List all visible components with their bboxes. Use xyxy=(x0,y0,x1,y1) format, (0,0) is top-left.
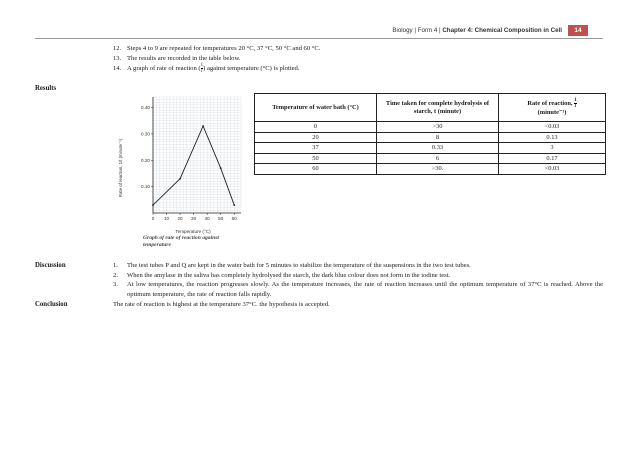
table-row: 0 >30 <0.03 xyxy=(255,122,606,133)
header-subject: Biology xyxy=(392,27,413,34)
results-table xyxy=(254,93,606,175)
y-tick-label: 0.20 xyxy=(141,157,150,163)
table-header-row xyxy=(255,94,606,122)
step-item: 12. Steps 4 to 9 are repeated for temperatures 20 °C, 37 °C, 50 °C and 60 °C. xyxy=(113,45,321,52)
x-tick-label: 30 xyxy=(191,216,197,221)
fraction-one-over-t: $\frac{1}{t}$ xyxy=(200,63,204,75)
results-label: Results xyxy=(35,85,57,92)
header-chapter: Chapter 4: Chemical Composition in Cell xyxy=(442,27,562,34)
data-point xyxy=(233,204,235,206)
table-row: 50 6 0.17 xyxy=(255,153,606,164)
page-number: 14 xyxy=(568,25,588,36)
discussion-label: Discussion xyxy=(35,262,66,269)
table-row: 20 8 0.13 xyxy=(255,132,606,143)
list-item: 1. The test tubes P and Q are kept in the water bath for 5 minutes to stabilize the temperature of the suspensions in the two test tubes. xyxy=(113,262,471,269)
results-table-wrap xyxy=(254,93,606,175)
procedure-steps xyxy=(113,44,583,74)
x-axis-label: Temperature (°C) xyxy=(175,229,211,234)
data-point xyxy=(202,125,204,127)
data-point xyxy=(220,167,222,169)
step-item: 13. The results are recorded in the table below. xyxy=(113,54,241,62)
graph-svg xyxy=(113,93,263,235)
header-form: Form 4 xyxy=(417,27,438,34)
fraction-one-over-t: $\frac{1}{t}$ xyxy=(574,98,577,109)
graph-caption: Graph of rate of reaction against temperature xyxy=(143,235,219,248)
list-item: 2. When the amylase in the saliva has completely hydrolysed the starch, the dark blue colour does not form in the iodine test. xyxy=(113,271,451,279)
data-point xyxy=(152,204,154,206)
rate-temperature-graph xyxy=(113,93,263,253)
step-item: 14. A graph of rate of reaction ( $\frac{1}{t}$ ) against temperature (°C) is plotted. xyxy=(113,63,300,75)
x-tick-label: 60 xyxy=(231,216,237,221)
list-item: 3. At low temperatures, the reaction progresses slowly. As the temperature increases, the rate of reaction increases until the optimum temperature of 37°C is reached. Above the optimum temperature, the rate of reaction falls rapidly. xyxy=(113,281,603,298)
table-row: 60 >30. <0.03 xyxy=(255,164,606,175)
conclusion-text: The rate of reaction is highest at the temperature 37°C. the hypothesis is accepted. xyxy=(113,301,330,308)
x-tick-label: 20 xyxy=(177,216,183,221)
header-time: Time taken for complete hydrolysis of starch, t (minute) xyxy=(377,94,499,122)
header-divider xyxy=(35,38,603,39)
table-row: 37 0.33 3 xyxy=(255,143,606,154)
y-tick-label: 0.10 xyxy=(141,184,150,190)
y-tick-label: 0.40 xyxy=(141,105,150,111)
header-temperature: Temperature of water bath (°C) xyxy=(255,94,377,122)
data-point xyxy=(179,178,181,180)
discussion-list xyxy=(113,261,603,299)
y-axis-label: Rate of reaction, 1/t (minute⁻¹) xyxy=(118,138,123,198)
x-tick-label: 10 xyxy=(163,216,170,221)
y-tick-label: 0.30 xyxy=(141,131,150,137)
x-tick-label: 40 xyxy=(204,216,210,221)
x-tick-label: 50 xyxy=(218,216,224,221)
x-tick-label: 0 xyxy=(151,216,155,221)
page-header: Biology | Form 4 | Chapter 4: Chemical Composition in Cell 14 xyxy=(392,25,588,36)
header-rate: Rate of reaction, $\frac{1}{t}$ (minute⁻¹) xyxy=(499,94,606,122)
conclusion-label: Conclusion xyxy=(35,301,68,308)
